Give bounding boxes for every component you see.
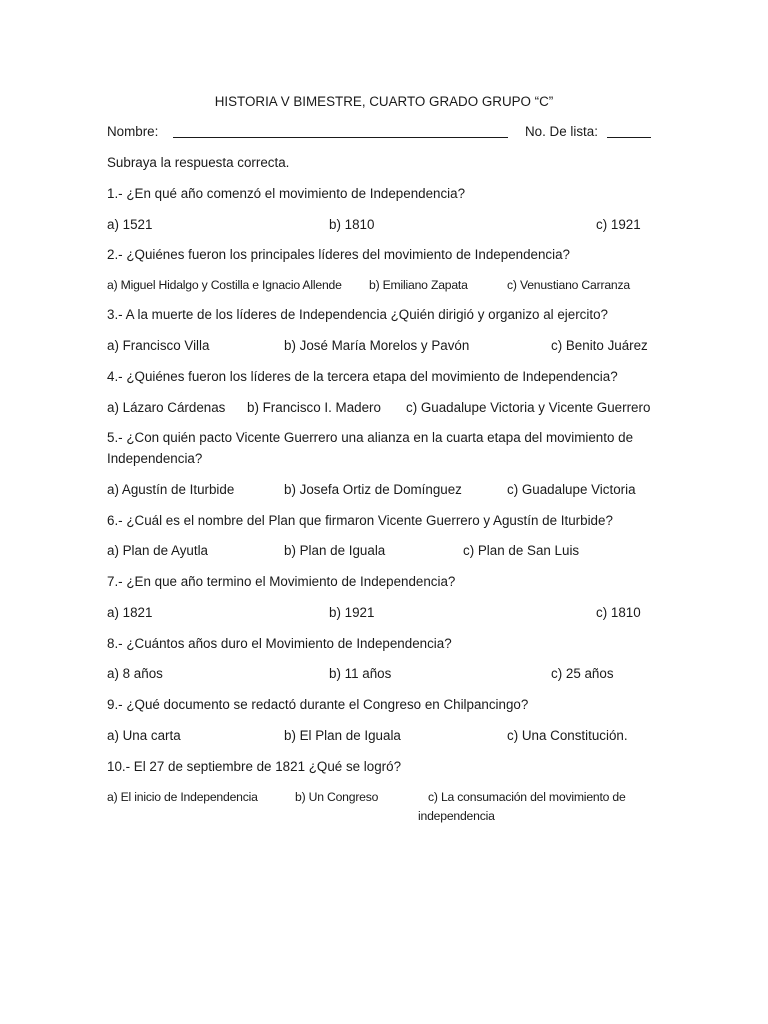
q9-option-b[interactable]: b) El Plan de Iguala [284,728,401,743]
list-number-label: No. De lista: [525,124,598,139]
q10-option-b[interactable]: b) Un Congreso [295,790,379,804]
q3-option-a[interactable]: a) Francisco Villa [107,338,210,353]
q1-option-c[interactable]: c) 1921 [596,217,641,232]
q3-option-b[interactable]: b) José María Morelos y Pavón [284,338,470,353]
q8-option-a[interactable]: a) 8 años [107,666,163,681]
q7-option-a[interactable]: a) 1821 [107,605,153,620]
question-7: 7.- ¿En que año termino el Movimiento de Independencia? [107,574,456,589]
q10-option-c[interactable]: c) La consumación del movimiento de [428,790,626,804]
q10-option-a[interactable]: a) El inicio de Independencia [107,790,258,804]
q5-option-c[interactable]: c) Guadalupe Victoria [507,482,636,497]
question-9: 9.- ¿Qué documento se redactó durante el Congreso en Chilpancingo? [107,697,529,712]
question-2: 2.- ¿Quiénes fueron los principales líderes del movimiento de Independencia? [107,247,570,262]
q10-option-c-line-2: independencia [418,809,495,823]
question-1: 1.- ¿En qué año comenzó el movimiento de Independencia? [107,186,466,201]
q7-option-b[interactable]: b) 1921 [329,605,375,620]
q5-option-b[interactable]: b) Josefa Ortiz de Domínguez [284,482,462,497]
q4-option-b[interactable]: b) Francisco I. Madero [247,400,381,415]
q6-option-b[interactable]: b) Plan de Iguala [284,543,386,558]
question-8: 8.- ¿Cuántos años duro el Movimiento de Independencia? [107,636,452,651]
q1-option-a[interactable]: a) 1521 [107,217,153,232]
q8-option-b[interactable]: b) 11 años [329,666,392,681]
q6-option-c[interactable]: c) Plan de San Luis [463,543,580,558]
name-row [107,124,158,140]
q4-option-c[interactable]: c) Guadalupe Victoria y Vicente Guerrero [406,400,651,415]
question-5-line-2: Independencia? [107,451,203,466]
list-number-blank[interactable] [607,124,651,138]
q6-option-a[interactable]: a) Plan de Ayutla [107,543,208,558]
question-4: 4.- ¿Quiénes fueron los líderes de la tercera etapa del movimiento de Independencia? [107,369,618,384]
q4-option-a[interactable]: a) Lázaro Cárdenas [107,400,226,415]
question-6: 6.- ¿Cuál es el nombre del Plan que firmaron Vicente Guerrero y Agustín de Iturbide? [107,513,613,528]
q9-option-c[interactable]: c) Una Constitución. [507,728,628,743]
q7-option-c[interactable]: c) 1810 [596,605,641,620]
instruction: Subraya la respuesta correcta. [107,155,290,170]
question-10: 10.- El 27 de septiembre de 1821 ¿Qué se logró? [107,759,402,774]
name-label: Nombre: [107,124,159,139]
q8-option-c[interactable]: c) 25 años [551,666,614,681]
q2-option-a[interactable]: a) Miguel Hidalgo y Costilla e Ignacio Allende [107,278,342,292]
page-title: HISTORIA V BIMESTRE, CUARTO GRADO GRUPO “C” [214,94,554,109]
q2-option-c[interactable]: c) Venustiano Carranza [507,278,630,292]
q9-option-a[interactable]: a) Una carta [107,728,181,743]
q3-option-c[interactable]: c) Benito Juárez [551,338,648,353]
question-3: 3.- A la muerte de los líderes de Independencia ¿Quién dirigió y organizo al ejercito? [107,307,608,322]
q5-option-a[interactable]: a) Agustín de Iturbide [107,482,235,497]
q1-option-b[interactable]: b) 1810 [329,217,375,232]
name-blank[interactable] [173,124,508,138]
question-5-line-1: 5.- ¿Con quién pacto Vicente Guerrero una alianza en la cuarta etapa del movimiento de [107,430,634,445]
q2-option-b[interactable]: b) Emiliano Zapata [369,278,468,292]
